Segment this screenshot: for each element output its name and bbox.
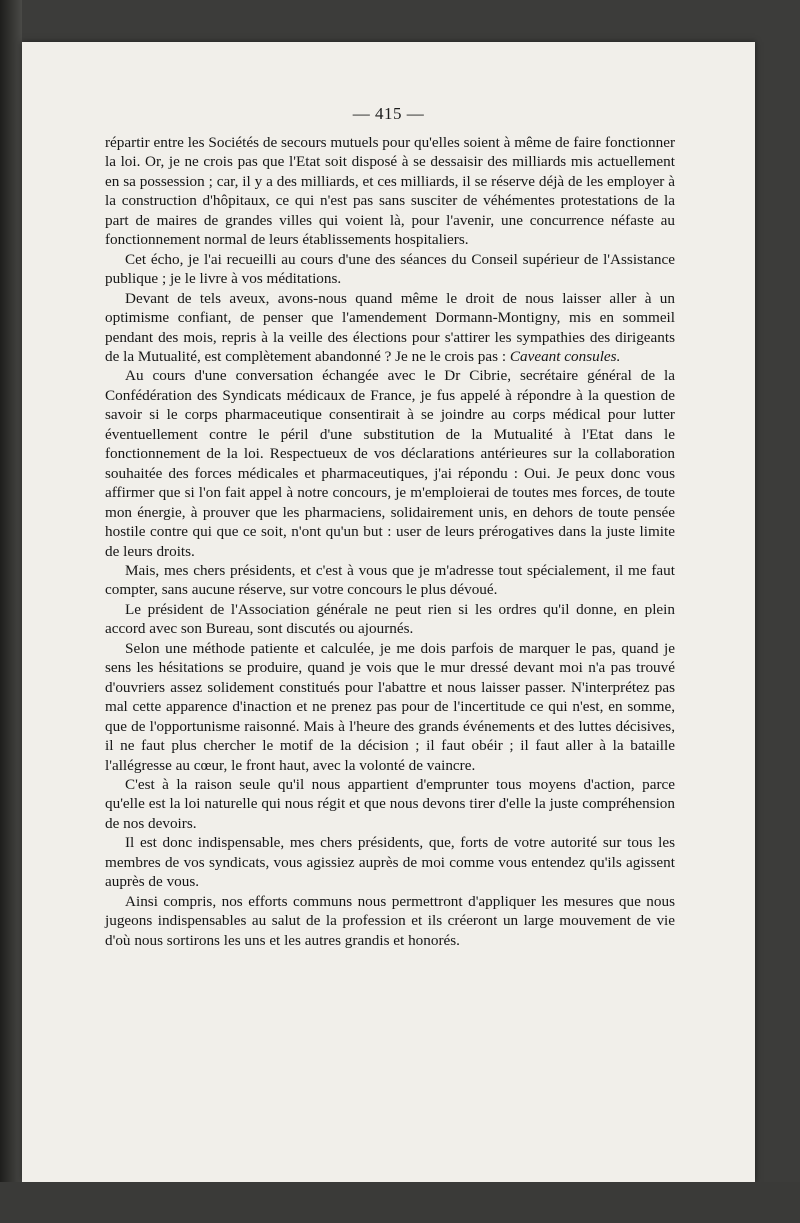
paragraph-10: Ainsi compris, nos efforts communs nous permettront d'appliquer les mesures que nous jugeons indispensables au salut de la profession et ils créeront un large mouvement de vie d'où nous sortirons les uns et les autres grandis et honorés. — [105, 892, 675, 949]
scan-bottom — [0, 1182, 800, 1223]
paragraph-3-text: Devant de tels aveux, avons-nous quand même le droit de nous laisser aller à un optimisme confiant, de penser que l'amendement Dormann-Montigny, mis en sommeil pendant des mois, repris à la veille des élections pour s'attirer les sympathies des dirigeants de la Mutualité, est complètement abandonné ? Je ne le crois pas : — [105, 289, 675, 365]
paragraph-5: Mais, mes chers présidents, et c'est à vous que je m'adresse tout spécialement, il me faut compter, sans aucune réserve, sur votre concours le plus dévoué. — [105, 561, 675, 599]
paragraph-7: Selon une méthode patiente et calculée, je me dois parfois de marquer le pas, quand je sens les hésitations se produire, quand je vois que le mur dressé devant moi n'a pas trouvé d'ouvriers assez solidement constitués pour l'abattre et nous laisser passer. N'interprétez pas mal cette apparence d'inaction et ne prenez pas pour de l'incertitude ce qui n'est, en somme, que de l'opportunisme raisonné. Mais à l'heure des grands événements et des luttes décisives, il ne faut plus chercher le motif de la décision ; il faut obéir ; il faut aller à la bataille l'allégresse au cœur, le front haut, avec la volonté de vaincre. — [105, 639, 675, 774]
paragraph-6: Le président de l'Association générale ne peut rien si les ordres qu'il donne, en plein accord avec son Bureau, sont discutés ou ajournés. — [105, 600, 675, 638]
page-number: — 415 — — [352, 104, 425, 123]
paragraph-2: Cet écho, je l'ai recueilli au cours d'une des séances du Conseil supérieur de l'Assistance publique ; je le livre à vos méditations. — [105, 250, 675, 288]
italic-phrase: Caveant consules. — [509, 347, 621, 365]
book-page — [22, 42, 755, 1182]
paragraph-9: Il est donc indispensable, mes chers présidents, que, forts de votre autorité sur tous les membres de vos syndicats, vous agissiez auprès de moi comme vous entendez qu'ils agissent auprès de vous. — [105, 834, 675, 891]
paragraph-4: Au cours d'une conversation échangée avec le Dr Cibrie, secrétaire général de la Confédération des Syndicats médicaux de France, je fus appelé à répondre à la question de savoir si le corps pharmaceutique consentirait à se joindre au corps médical pour lutter éventuellement contre le péril d'une substitution de la Mutualité à l'Etat dans le fonctionnement de la loi. Respectueux de vos déclarations antérieures sur la collaboration souhaitée des forces médicales et pharmaceutiques, j'ai répondu : Oui. Je peux donc vous affirmer que si l'on fait appel à notre concours, je m'emploierai de toutes mes forces, de toute mon énergie, à prouver que les pharmaciens, solidairement unis, en dehors de toute pensée hostile contre qui que ce soit, n'ont qu'un but : user de leurs prérogatives dans la juste limite de leurs droits. — [105, 367, 675, 560]
paragraph-3 — [105, 289, 675, 367]
paragraph-8: C'est à la raison seule qu'il nous appartient d'emprunter tous moyens d'action, parce qu'elle est la loi naturelle qui nous régit et que nous devons tirer d'elle la juste compréhension de nos devoirs. — [105, 775, 675, 832]
paragraph-1: répartir entre les Sociétés de secours mutuels pour qu'elles soient à même de faire fonctionner la loi. Or, je ne crois pas que l'Etat soit disposé à se dessaisir des milliards mis actuellement en sa possession ; car, il y a des milliards, et ces milliards, il se réserve déjà de les employer à la construction d'hôpitaux, ce qui n'est pas sans susciter de véhémentes protestations de la part de maires de grandes villes qui voient là, pour l'avenir, une concurrence néfaste au fonctionnement normal de leurs établissements hospitaliers. — [105, 134, 675, 249]
scan-edge — [0, 0, 22, 1223]
body-text — [105, 133, 675, 950]
